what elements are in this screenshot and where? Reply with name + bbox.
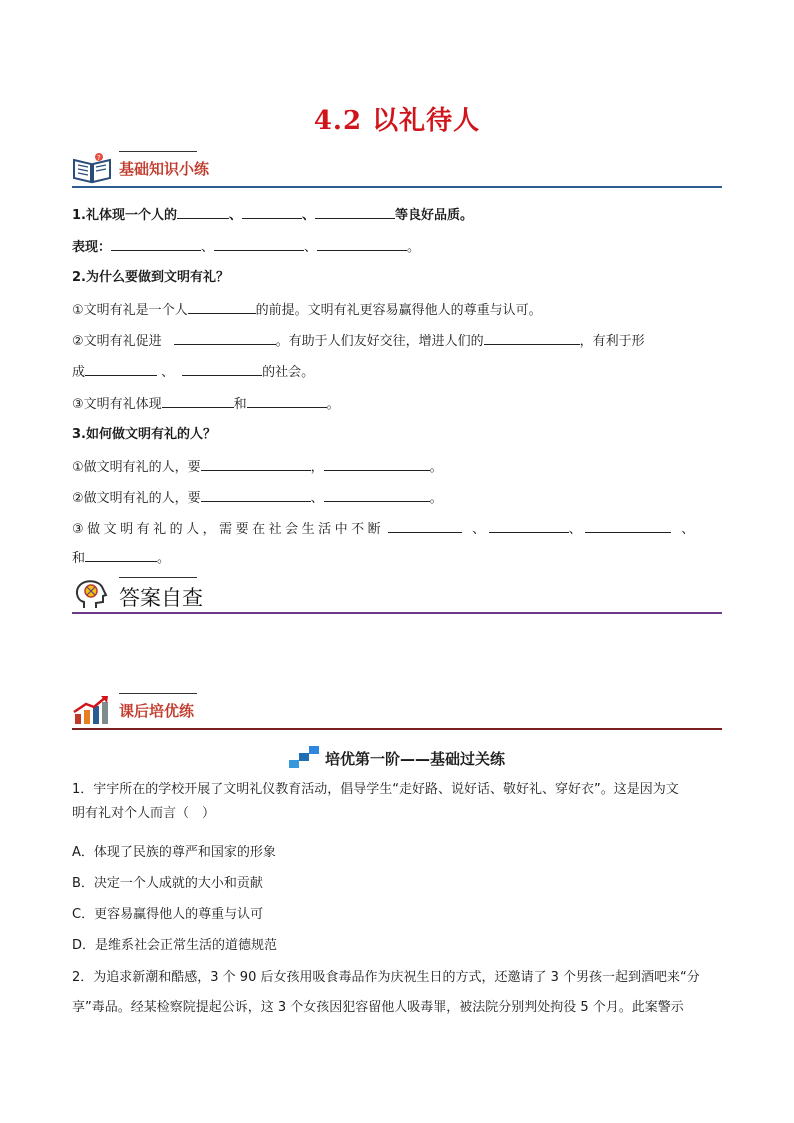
fill-blank[interactable] (242, 204, 302, 219)
question-1 (72, 778, 722, 826)
subsection-title-text: 培优第一阶——基础过关练 (324, 750, 505, 768)
question-text: 2．为追求新潮和酷感，3 个 90 后女孩用吸食毒品作为庆祝生日的方式，还邀请了 3 个男孩一起到酒吧来“分 (72, 970, 700, 985)
basic-q2-1 (72, 299, 722, 321)
fill-blank[interactable] (201, 487, 311, 502)
text: ②做文明有礼的人，要 (72, 491, 201, 506)
text: 和 (72, 551, 86, 566)
section-rule (72, 728, 722, 730)
page-title: 4.2 以礼待人 (313, 106, 481, 136)
text: 。 (157, 551, 171, 566)
text: ， (310, 460, 324, 475)
text: 。 (429, 460, 443, 475)
text: 、 (304, 240, 318, 255)
fill-blank[interactable] (188, 299, 256, 314)
svg-text:?: ? (97, 154, 101, 162)
text: 。 (429, 491, 443, 506)
section-answer-title: 答案自查 (119, 586, 203, 610)
fill-blank[interactable] (111, 236, 201, 251)
section-overline (119, 577, 197, 578)
text: 的社会。 (262, 365, 315, 380)
text: 。 (326, 397, 340, 412)
fill-blank[interactable] (247, 393, 327, 408)
q1-option-c[interactable]: C．更容易赢得他人的尊重与认可 (72, 907, 264, 922)
fill-blank[interactable] (85, 547, 157, 562)
fill-blank[interactable] (489, 518, 569, 533)
section-after-title: 课后培优练 (119, 702, 195, 720)
section-overline (119, 693, 197, 694)
text: ①做文明有礼的人，要 (72, 460, 201, 475)
chart-icon (72, 694, 112, 726)
fill-blank[interactable] (214, 236, 304, 251)
section-basic-header (72, 148, 722, 188)
text: ②文明有礼促进 (72, 334, 162, 349)
question-text: 明有礼对个人而言（ ） (72, 806, 216, 821)
basic-q1-line (72, 204, 722, 226)
text: 1.礼体现一个人的 (72, 208, 177, 223)
text: 表现： (72, 240, 112, 255)
fill-blank[interactable] (388, 518, 462, 533)
basic-q3-1 (72, 456, 722, 478)
stairs-icon (289, 746, 319, 768)
basic-q1-show-line (72, 236, 722, 258)
text: ③文明有礼体现 (72, 397, 162, 412)
text: ，有利于形 (579, 334, 645, 349)
text: 、 (568, 522, 586, 537)
text: 、 (681, 522, 698, 537)
question-2 (72, 966, 722, 1020)
section-basic-title: 基础知识小练 (119, 160, 210, 178)
fill-blank[interactable] (85, 361, 157, 376)
text: 、 (228, 208, 242, 223)
text: 。 (407, 240, 421, 255)
basic-q3-3 (72, 518, 722, 540)
basic-q2-2b (72, 361, 722, 383)
section-rule (72, 186, 722, 188)
section-after-header (72, 690, 722, 730)
basic-q3-3b (72, 547, 722, 569)
fill-blank[interactable] (324, 487, 430, 502)
fill-blank[interactable] (484, 330, 580, 345)
basic-q2-title: 2.为什么要做到文明有礼？ (72, 270, 229, 285)
q1-option-b[interactable]: B．决定一个人成就的大小和贡献 (72, 876, 263, 891)
head-icon (72, 578, 112, 610)
basic-q3-title: 3.如何做文明有礼的人？ (72, 427, 216, 442)
fill-blank[interactable] (162, 393, 234, 408)
question-text: 享”毒品。经某检察院提起公诉，这 3 个女孩因犯容留他人吸毒罪，被法院分别判处拘役 5 个月。此案警示 (72, 1000, 684, 1015)
section-overline (119, 151, 197, 152)
section-rule (72, 612, 722, 614)
fill-blank[interactable] (177, 204, 229, 219)
basic-q2-3 (72, 393, 722, 415)
fill-blank[interactable] (324, 456, 430, 471)
q1-option-a[interactable]: A．体现了民族的尊严和国家的形象 (72, 845, 276, 860)
fill-blank[interactable] (182, 361, 262, 376)
fill-blank[interactable] (315, 204, 395, 219)
text: 、 (302, 208, 316, 223)
text: 、 (472, 522, 489, 537)
fill-blank[interactable] (201, 456, 311, 471)
fill-blank[interactable] (174, 330, 276, 345)
text: 、 (157, 365, 175, 380)
subsection-title (0, 746, 794, 769)
question-text: 1．宇宇所在的学校开展了文明礼仪教育活动，倡导学生“走好路、说好话、敬好礼、穿好衣”。这是因为文 (72, 782, 679, 797)
text: 和 (233, 397, 247, 412)
text: 。有助于人们友好交往，增进人们的 (275, 334, 484, 349)
fill-blank[interactable] (585, 518, 671, 533)
fill-blank[interactable] (317, 236, 407, 251)
text: 成 (72, 365, 86, 380)
text: 的前提。文明有礼更容易赢得他人的尊重与认可。 (255, 303, 542, 318)
q1-option-d[interactable]: D．是维系社会正常生活的道德规范 (72, 938, 278, 953)
basic-q3-2 (72, 487, 722, 509)
book-icon (72, 152, 112, 184)
text: 、 (310, 491, 324, 506)
text: ③做文明有礼的人，需要在社会生活中不断 (72, 522, 385, 537)
text: ①文明有礼是一个人 (72, 303, 188, 318)
text: 、 (201, 240, 215, 255)
text: 等良好品质。 (395, 208, 474, 223)
section-answer-header (72, 574, 722, 614)
basic-q2-2 (72, 330, 722, 352)
